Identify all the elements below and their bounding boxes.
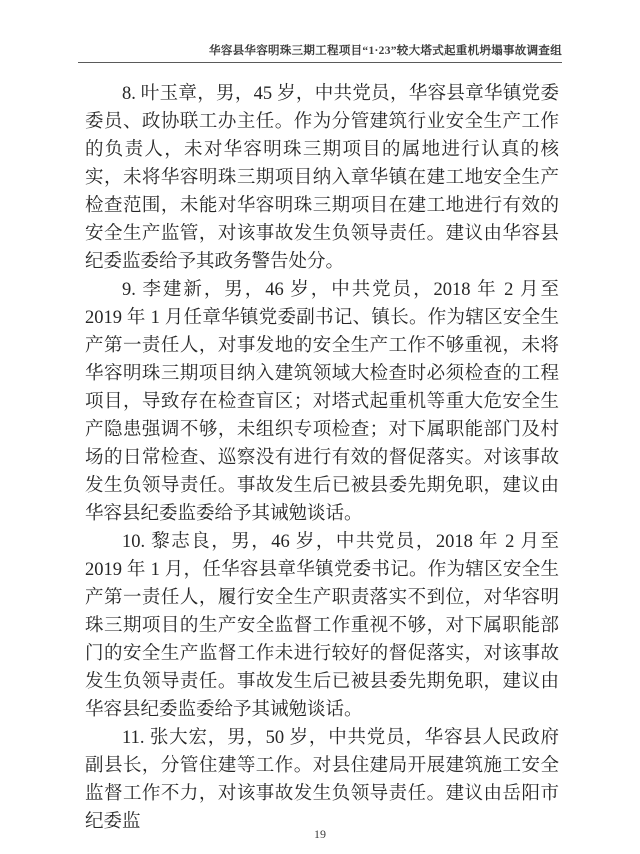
page-header-title: 华容县华容明珠三期工程项目“1·23”较大塔式起重机坍塌事故调查组 bbox=[78, 42, 562, 63]
paragraph: 8. 叶玉章，男，45 岁，中共党员，华容县章华镇党委委员、政协联工办主任。作为分管建筑行业安全生产工作的负责人，未对华容明珠三期项目的属地进行认真的核实，未将华容明珠三期项目纳入章华镇在建工地安全生产检查范围，未能对华容明珠三期项目在建工地进行有效的安全生产监管，对该事故发生负领导责任。建议由华容县纪委监委给予其政务警告处分。 bbox=[85, 84, 559, 272]
document-body bbox=[85, 80, 559, 836]
page-number: 19 bbox=[314, 827, 326, 841]
paragraph: 9. 李建新，男，46 岁，中共党员，2018 年 2 月至 2019 年 1 月任章华镇党委副书记、镇长。作为辖区安全生产第一责任人，对事发地的安全生产工作不够重视，未将华容明珠三期项目纳入建筑领域大检查时必须检查的工程项目，导致存在检查盲区；对塔式起重机等重大危安全生产隐患强调不够，未组织专项检查；对下属职能部门及村场的日常检查、巡察没有进行有效的督促落实。对该事故发生负领导责任。事故发生后已被县委先期免职，建议由华容县纪委监委给予其诫勉谈话。 bbox=[85, 280, 559, 524]
paragraph: 11. 张大宏，男，50 岁，中共党员，华容县人民政府副县长，分管住建等工作。对县住建局开展建筑施工安全监督工作不力，对该事故发生负领导责任。建议由岳阳市纪委监 bbox=[85, 728, 559, 832]
paragraph: 10. 黎志良，男，46 岁，中共党员，2018 年 2 月至 2019 年 1 月，任华容县章华镇党委书记。作为辖区安全生产第一责任人，履行安全生产职责落实不到位，对华容明珠三期项目的生产安全监督工作重视不够，对下属职能部门的安全生产监督工作未进行较好的督促落实，对该事故发生负领导责任。事故发生后已被县委先期免职，建议由华容县纪委监委给予其诫勉谈话。 bbox=[85, 532, 559, 720]
